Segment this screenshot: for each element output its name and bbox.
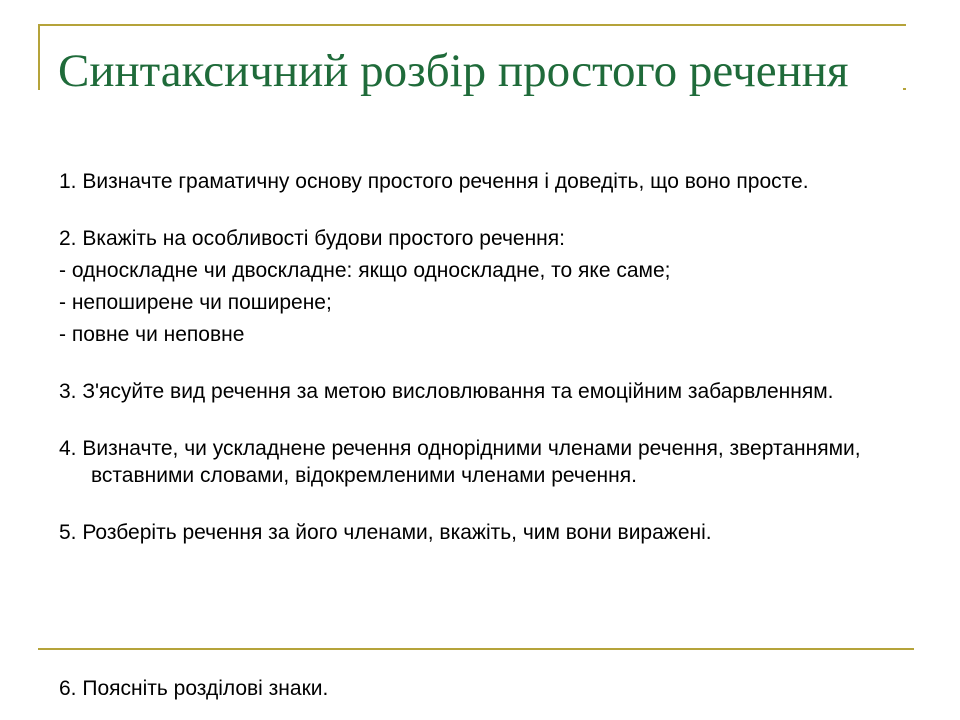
frame-line-left xyxy=(38,24,40,90)
list-item-1: 1. Визначте граматичну основу простого речення і доведіть, що воно просте. xyxy=(59,170,809,193)
list-item-2-sub-1: - односкладне чи двоскладне: якщо односкладне, то яке саме; xyxy=(59,259,671,282)
list-item-2: 2. Вкажіть на особливості будови простого речення: xyxy=(59,227,565,250)
list-item-5: 5. Розберіть речення за його членами, вкажіть, чим вони виражені. xyxy=(59,521,712,544)
slide-title: Синтаксичний розбір простого речення xyxy=(58,45,849,97)
frame-line-top xyxy=(38,24,906,26)
slide-body xyxy=(59,168,929,546)
list-item-6: 6. Поясніть розділові знаки. xyxy=(59,677,329,700)
list-item-2-sub-2: - непоширене чи поширене; xyxy=(59,291,332,314)
list-item-3: 3. З'ясуйте вид речення за метою висловлювання та емоційним забарвленням. xyxy=(59,380,834,403)
list-item-4: 4. Визначте, чи ускладнене речення однорідними членами речення, звертаннями, вставними словами, відокремленими членами речення. xyxy=(59,437,861,487)
frame-line-right-mark xyxy=(903,88,906,90)
frame-line-bottom xyxy=(38,648,914,650)
list-item-2-sub-3: - повне чи неповне xyxy=(59,323,245,346)
